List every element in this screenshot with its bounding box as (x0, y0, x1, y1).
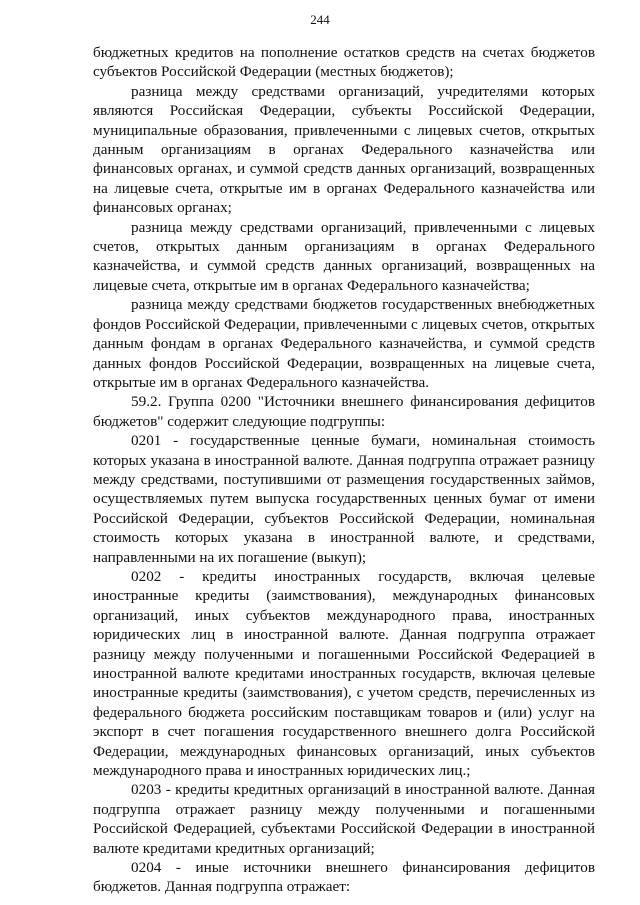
paragraph-4: разница между средствами бюджетов государственных внебюджетных фондов Российской Федерации, привлеченными с лицевых счетов, открытых данным фондам в органах Федерального казначейства, и суммой средств данных фондов Российской Федерации, возвращенных на лицевые счета, открытые им в органах Федерального казначейства. (93, 296, 595, 391)
paragraph-2: разница между средствами организаций, учредителями которых являются Российская Федерации, субъекты Российской Федерации, муниципальные образования, привлеченными с лицевых счетов, открытых данным организациям в органах Федерального казначейства или финансовых органах, и суммой средств данных организаций, возвращенных на лицевые счета, открытые им в органах Федерального казначейства или финансовых органах; (93, 82, 595, 217)
document-body (93, 43, 595, 897)
paragraph-3: разница между средствами организаций, привлеченными с лицевых счетов, открытых данным организациям в органах Федерального казначейства, и суммой средств данных организаций, возвращенных на лицевые счета, открытые им в органах Федерального казначейства; (93, 218, 595, 294)
page-number: 244 (310, 12, 330, 27)
paragraph-1: бюджетных кредитов на пополнение остатков средств на счетах бюджетов субъектов Российской Федерации (местных бюджетов); (93, 44, 595, 81)
paragraph-5: 59.2. Группа 0200 "Источники внешнего финансирования дефицитов бюджетов" содержит следующие подгруппы: (93, 393, 595, 430)
paragraph-8: 0203 - кредиты кредитных организаций в иностранной валюте. Данная подгруппа отражает разницу между полученными и погашенными Российской Федерацией, субъектами Российской Федерации в иностранной валюте кредитами кредитных организаций; (93, 781, 595, 857)
paragraph-9: 0204 - иные источники внешнего финансирования дефицитов бюджетов. Данная подгруппа отражает: (93, 859, 595, 896)
paragraph-6: 0201 - государственные ценные бумаги, номинальная стоимость которых указана в иностранной валюте. Данная подгруппа отражает разницу между средствами, поступившими от размещения государственных займов, осуществляемых путем выпуска государственных ценных бумаг от имени Российской Федерации, субъектов Российской Федерации, номинальная стоимость которых указана в иностранной валюте, и средствами, направленными на их погашение (выкуп); (93, 432, 595, 566)
paragraph-7: 0202 - кредиты иностранных государств, включая целевые иностранные кредиты (заимствования), международных финансовых организаций, иных субъектов международного права, иностранных юридических лиц в иностранной валюте. Данная подгруппа отражает разницу между полученными и погашенными Российской Федерацией в иностранной валюте кредитами иностранных государств, включая целевые иностранные кредиты (заимствования), с учетом средств, перечисленных из федерального бюджета российским поставщикам товаров и (или) услуг на экспорт в счет погашения государственного внешнего долга Российской Федерации, международных финансовых организаций, иных субъектов международного права и иностранных юридических лиц.; (93, 567, 595, 780)
